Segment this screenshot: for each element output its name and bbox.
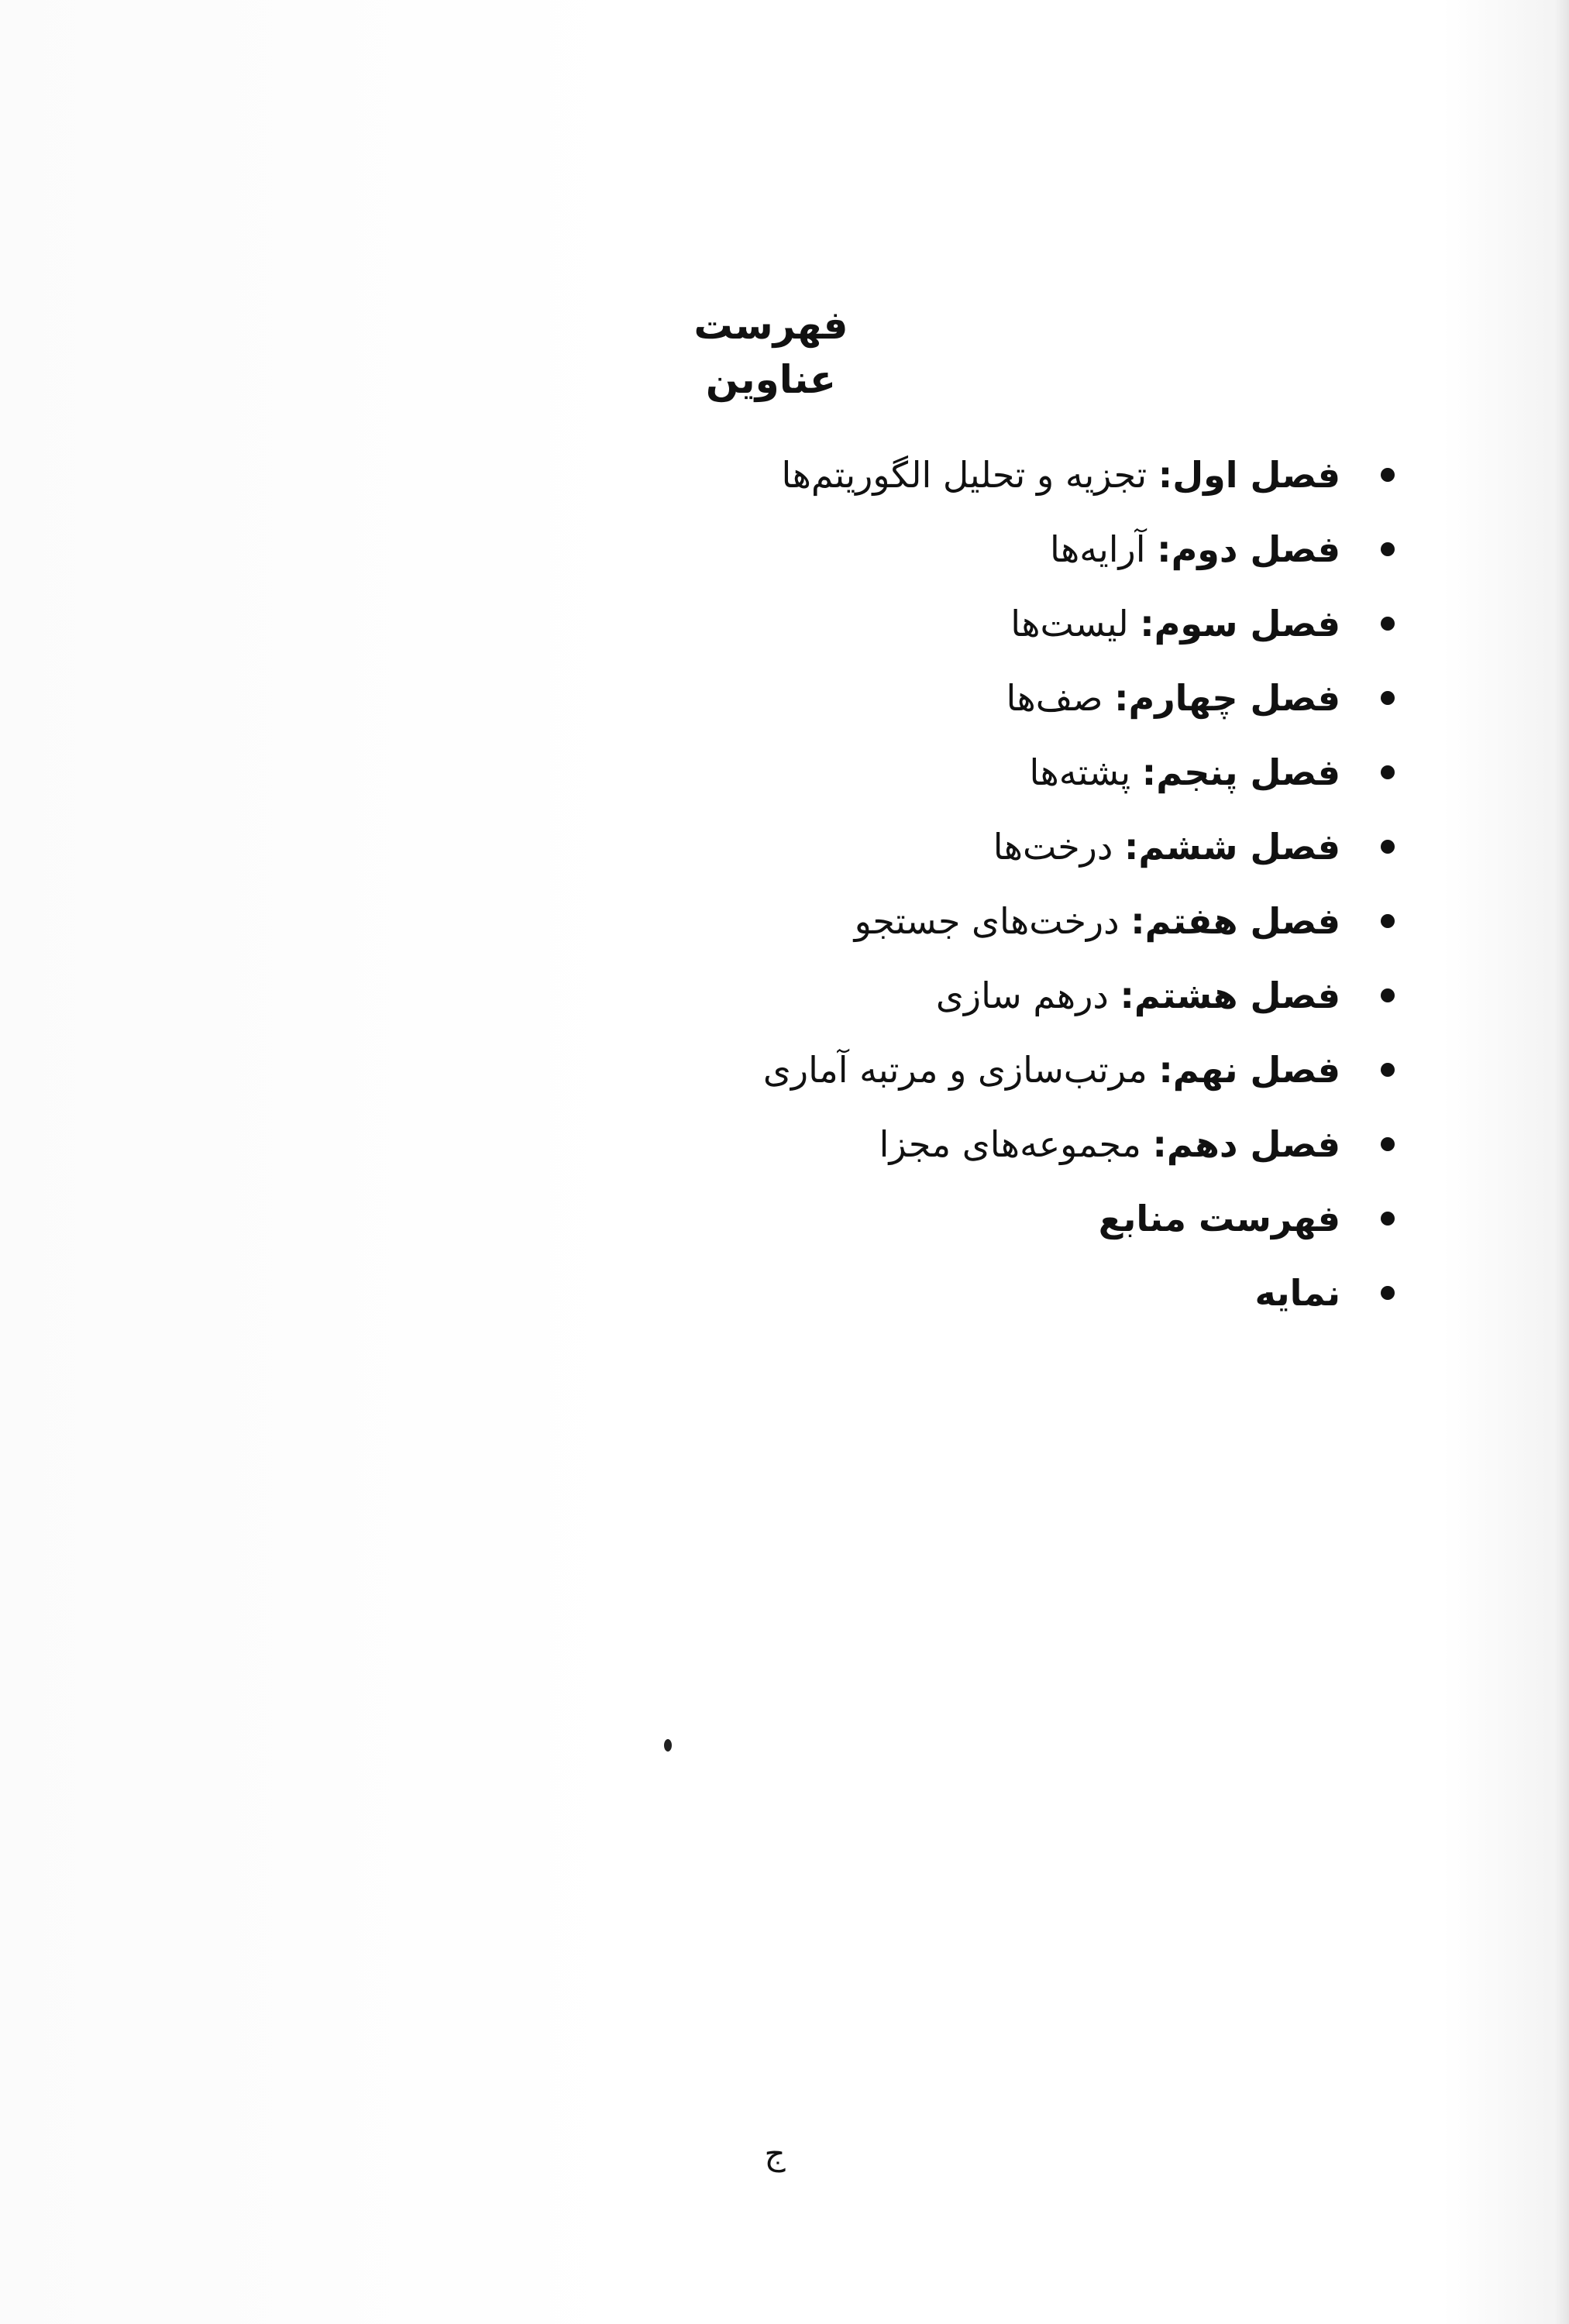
ink-speck (664, 1739, 672, 1752)
bullet-icon (1381, 765, 1395, 779)
toc-index-label: نمایه (1254, 1272, 1340, 1314)
toc-chapter-label: فصل دوم: (1157, 528, 1340, 570)
toc-references-label: فهرست منابع (1098, 1198, 1340, 1239)
bullet-icon (1381, 840, 1395, 854)
toc-chapter-subject: درهم سازی (935, 975, 1109, 1016)
toc-item-index (542, 1256, 1395, 1330)
bullet-icon (1381, 617, 1395, 631)
toc-chapter-label: فصل اول: (1158, 454, 1340, 496)
toc-chapter-label: فصل سوم: (1140, 603, 1340, 645)
toc-chapter-subject: مرتب‌سازی و مرتبه آماری (762, 1049, 1148, 1091)
toc-chapter-subject: درخت‌های جستجو (854, 900, 1120, 942)
toc-chapter-label: فصل پنجم: (1141, 751, 1340, 793)
page-number: ج (764, 2134, 786, 2172)
bullet-icon (1381, 468, 1395, 482)
toc-chapter-subject: آرایه‌ها (1050, 528, 1146, 570)
bullet-icon (1381, 542, 1395, 556)
toc-item-chapter-10 (542, 1107, 1395, 1181)
toc-item-chapter-3 (542, 586, 1395, 661)
toc-item-references (542, 1181, 1395, 1256)
toc-chapter-label: فصل دهم: (1152, 1123, 1340, 1165)
bullet-icon (1381, 691, 1395, 705)
page-edge-shadow (1555, 0, 1569, 2324)
toc-chapter-subject: صف‌ها (1006, 677, 1103, 719)
toc-item-chapter-7 (542, 884, 1395, 958)
toc-item-chapter-9 (542, 1033, 1395, 1107)
toc-chapter-subject: درخت‌ها (993, 826, 1113, 868)
toc-item-chapter-8 (542, 958, 1395, 1033)
toc-chapter-subject: پشته‌ها (1029, 751, 1131, 793)
bullet-icon (1381, 1286, 1395, 1300)
bullet-icon (1381, 914, 1395, 928)
toc-item-chapter-1 (542, 438, 1395, 512)
toc-chapter-subject: مجموعه‌های مجزا (879, 1123, 1141, 1165)
toc-chapter-label: فصل ششم: (1123, 826, 1340, 868)
toc-item-chapter-6 (542, 810, 1395, 884)
bullet-icon (1381, 1137, 1395, 1151)
toc-chapter-label: فصل هفتم: (1130, 900, 1340, 942)
toc-chapter-subject: تجزیه و تحلیل الگوریتم‌ها (781, 454, 1148, 496)
toc-chapter-subject: لیست‌ها (1010, 603, 1129, 645)
toc-chapter-label: فصل نهم: (1158, 1049, 1340, 1091)
toc-item-chapter-2 (542, 512, 1395, 586)
toc-item-chapter-4 (542, 661, 1395, 735)
page-title: فهرست عناوین (693, 303, 848, 402)
table-of-contents (542, 438, 1395, 1330)
toc-item-chapter-5 (542, 735, 1395, 810)
bullet-icon (1381, 1212, 1395, 1226)
toc-chapter-label: فصل چهارم: (1114, 677, 1340, 719)
bullet-icon (1381, 988, 1395, 1002)
bullet-icon (1381, 1063, 1395, 1077)
toc-chapter-label: فصل هشتم: (1120, 975, 1340, 1016)
